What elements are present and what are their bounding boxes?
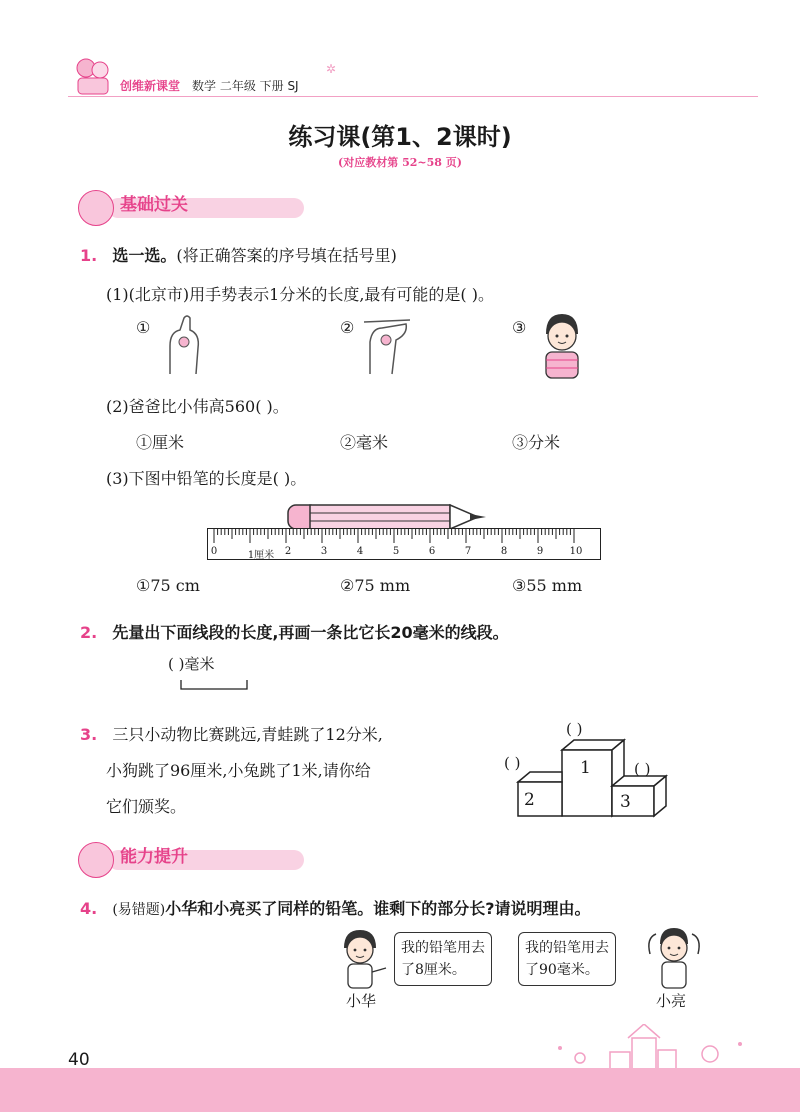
q1-p3-option-1: ①75 cm (136, 576, 200, 595)
podium-first-label: 1 (580, 758, 591, 778)
q1-part3: (3)下图中铅笔的长度是( )。 (106, 469, 307, 488)
footer-castle-decoration-icon (540, 1024, 760, 1074)
q1-p2-option-2: ②毫米 (340, 433, 389, 452)
q2-line-segment (180, 678, 250, 697)
q2 (80, 620, 509, 643)
q1-part2: (2)爸爸比小伟高560( )。 (106, 397, 289, 416)
section-advanced-label: 能力提升 (120, 847, 188, 867)
bubble2-line2: 了90毫米。 (525, 962, 599, 978)
bubble1-line2: 了8厘米。 (401, 962, 466, 978)
q2-answer-blank[interactable]: ( )毫米 (168, 655, 215, 673)
q4-tag: (易错题) (112, 902, 166, 918)
podium (500, 720, 700, 830)
page-number: 40 (68, 1050, 90, 1070)
ruler (207, 528, 601, 560)
header-divider (68, 96, 758, 97)
ruler-label-0: 0 (210, 546, 218, 557)
q3-text-2: 小狗跳了96厘米,小兔跳了1米,请你给 (106, 761, 371, 780)
boy-gesture-icon (536, 310, 588, 384)
podium-second-label: 2 (524, 790, 535, 810)
name-xiaohua: 小华 (346, 992, 377, 1010)
ruler-label-4: 4 (356, 546, 364, 557)
speech-bubble-xiaohua (394, 932, 492, 986)
q2-number: 2. (80, 623, 98, 642)
name-xiaoliang: 小亮 (656, 992, 687, 1010)
q1-part1: (1)(北京市)用手势表示1分米的长度,最有可能的是( )。 (106, 285, 494, 304)
q3-text-1: 三只小动物比赛跳远,青蛙跳了12分米, (112, 725, 383, 744)
footer-band (0, 1068, 800, 1112)
q3-text-3: 它们颁奖。 (106, 797, 187, 816)
q1-stem-note: (将正确答案的序号填在括号里) (176, 246, 397, 265)
hand-gesture-1-icon (160, 312, 210, 380)
header-brand: 创维新课堂 (120, 79, 181, 93)
page-title: 练习课(第1、2课时) (288, 123, 512, 151)
boy-xiaoliang-icon (644, 924, 704, 994)
ruler-label-3: 3 (320, 546, 328, 557)
q1-p2-option-1: ①厘米 (136, 433, 185, 452)
ruler-label-5: 5 (392, 546, 400, 557)
q4 (80, 896, 591, 919)
section-face-icon (78, 842, 114, 878)
header-star-icon: ✲ (326, 62, 337, 76)
bubble1-line1: 我的铅笔用去 (401, 940, 485, 956)
ruler-label-10: 10 (569, 546, 583, 557)
ruler-label-7: 7 (464, 546, 472, 557)
section-basic-label: 基础过关 (120, 195, 188, 215)
section-face-icon (78, 190, 114, 226)
section-advanced (78, 842, 218, 872)
header-info: 数学 二年级 下册 SJ (192, 79, 299, 93)
podium-third-label: 3 (620, 792, 631, 812)
podium-second-blank[interactable]: ( ) (504, 754, 521, 772)
q2-text: 先量出下面线段的长度,再画一条比它长20毫米的线段。 (112, 623, 509, 642)
ruler-label-6: 6 (428, 546, 436, 557)
q1-p1-option-2: ② (340, 318, 355, 337)
page-subtitle: (对应教材第 52~58 页) (338, 156, 462, 169)
q1-stem (80, 243, 397, 266)
boy-xiaohua-icon (334, 926, 388, 994)
q4-number: 4. (80, 899, 98, 918)
header-logo (70, 52, 116, 98)
podium-first-blank[interactable]: ( ) (566, 720, 583, 738)
ruler-label-8: 8 (500, 546, 508, 557)
q1-p2-option-3: ③分米 (512, 433, 561, 452)
q1-p3-option-3: ③55 mm (512, 576, 583, 595)
ruler-label-2: 2 (284, 546, 292, 557)
q1-stem-text: 选一选。 (112, 246, 177, 265)
ruler-label-1: 1厘米 (247, 550, 275, 561)
speech-bubble-xiaoliang (518, 932, 616, 986)
q3-line-1 (80, 722, 383, 745)
q4-text: 小华和小亮买了同样的铅笔。谁剩下的部分长?请说明理由。 (165, 899, 591, 918)
q3-number: 3. (80, 725, 98, 744)
q1-p1-option-3: ③ (512, 318, 527, 337)
q1-p1-option-1: ① (136, 318, 151, 337)
hand-gesture-2-icon (360, 312, 420, 380)
bubble2-line1: 我的铅笔用去 (525, 940, 609, 956)
q1-number: 1. (80, 246, 98, 265)
podium-third-blank[interactable]: ( ) (634, 760, 651, 778)
section-basic (78, 190, 218, 220)
ruler-label-9: 9 (536, 546, 544, 557)
q1-p3-option-2: ②75 mm (340, 576, 411, 595)
